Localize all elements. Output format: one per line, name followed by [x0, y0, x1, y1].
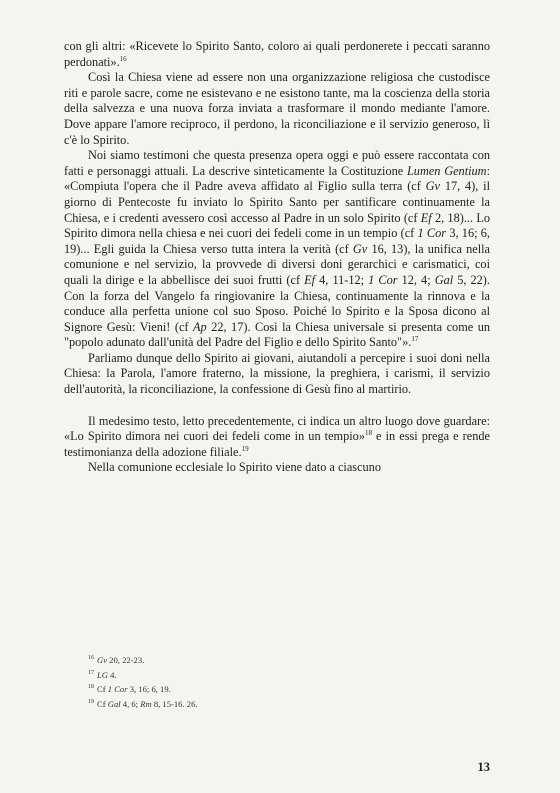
footnote-18: $^{18}$ Cf 1 Cor 3, 16; 6, 19. — [88, 684, 171, 695]
footnote-ref-19: 19 — [241, 444, 249, 453]
footnote-19: $^{19}$ Cf Gal 4, 6; Rm 8, 15-16. 26. — [88, 698, 198, 709]
footnote-ref-18: 18 — [364, 429, 372, 438]
footnote-ref-16: 16 — [119, 54, 127, 63]
paragraph-4: Parliamo dunque dello Spirito ai giovani, aiutandoli a percepire i suoi doni nella Chiesa: la Parola, l'amore fraterno, la missione, la preghiera, i carismi, il servizio dell'autorità, la riconciliazione, la confessione di Gesù fino al martirio. — [64, 350, 490, 397]
page-body — [64, 39, 490, 476]
paragraph-6: Nella comunione ecclesiale lo Spirito viene dato a ciascuno — [88, 460, 381, 475]
paragraph-5: Il medesimo testo, letto precedentemente, ci indica un altro luogo dove guardare: «Lo Spirito dimora nei cuori dei fedeli come in un tempio»$^{18}$ e in essi prega e rende testimonianza della adozione filiale.$^{19}$ — [64, 413, 490, 459]
paragraph-2: Così la Chiesa viene ad essere non una organizzazione religiosa che custodisce riti e parole sacre, come ne esistevano e ne esistono tante, ma la coscienza della storia della salvezza e una nuova forza inviata a trasformare il mondo mediante l'amore. Dove appare l'amore reciproco, il perdono, la riconciliazione e il servizio generoso, lì c'è lo Spirito. — [64, 70, 490, 147]
page-number: 13 — [477, 760, 490, 774]
paragraph-3: Noi siamo testimoni che questa presenza opera oggi e può essere raccontata con fatti e personaggi attuali. La descrive sinteticamente la Costituzione Lumen Gentium: «Compiuta l'opera che il Padre aveva affidato al Figlio sulla terra (cf Gv 17, 4), il giorno di Pentecoste fu inviato lo Spirito Santo per santificare continuamente la Chiesa, e i credenti avessero così accesso al Padre in un solo Spirito (cf Ef 2, 18)... Lo Spirito dimora nella chiesa e nei cuori dei fedeli come in un tempio (cf 1 Cor 3, 16; 6, 19)... Egli guida la Chiesa verso tutta intera la verità (cf Gv 16, 13), la unifica nella comunione e nel servizio, la provvede di diversi doni gerarchici e carismatici, coi quali la dirige e la abbellisce dei suoi frutti (cf Ef 4, 11-12; 1 Cor 12, 4; Gal 5, 22). Con la forza del Vangelo fa ringiovanire la Chiesa, continuamente la rinnova e la conduce alla perfetta unione col suo Sposo. Poiché lo Spirito e la Sposa dicono al Signore Gesù: Vieni! (cf Ap 22, 17). Così la Chiesa universale si presenta come un "popolo adunato dall'unità del Padre del Figlio e dello Spirito Santo"».$^{17}$ — [64, 148, 491, 350]
footnote-17: $^{17}$ LG 4. — [88, 669, 117, 680]
footnotes — [88, 652, 468, 711]
footnote-16: $^{16}$ Gv 20, 22-23. — [88, 654, 145, 665]
section-gap — [64, 398, 490, 414]
footnote-ref-17: 17 — [411, 335, 419, 344]
document-title: Lumen Gentium — [406, 163, 487, 178]
paragraph-1: con gli altri: «Ricevete lo Spirito Santo, coloro ai quali perdonerete i peccati saranno perdonati».$^{16}$ — [64, 39, 490, 69]
